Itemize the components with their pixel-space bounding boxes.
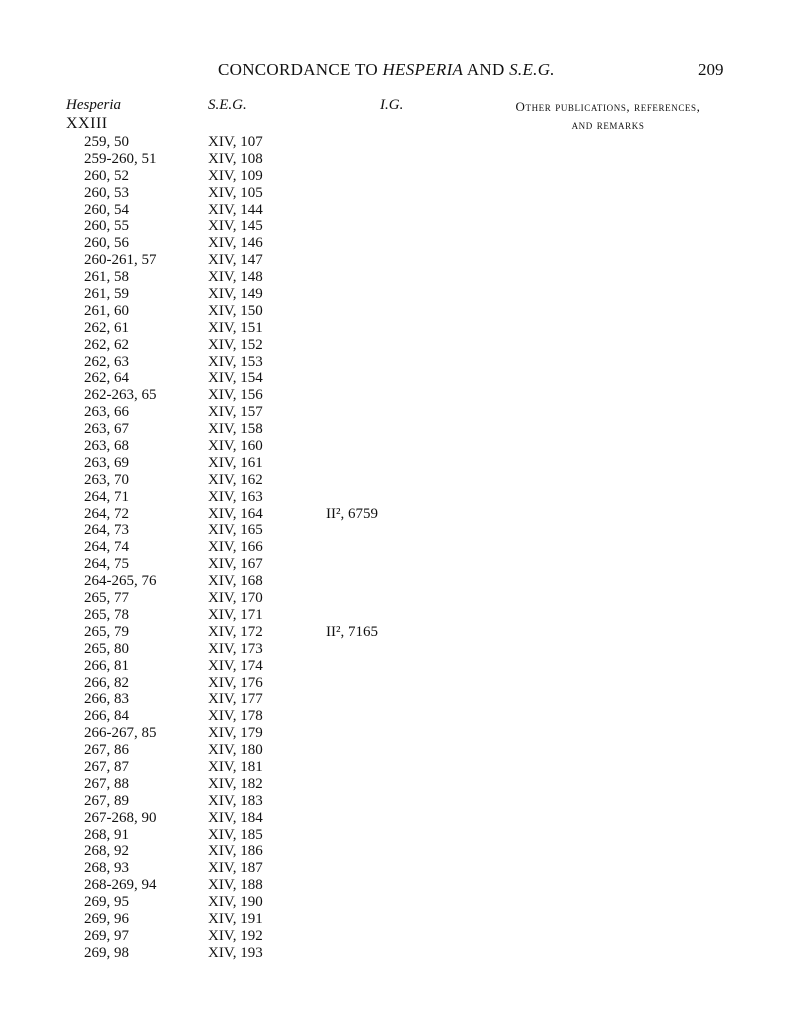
seg-reference: XIV, 170: [208, 590, 263, 607]
hesperia-reference: 263, 66: [84, 404, 129, 421]
seg-reference: XIV, 150: [208, 302, 263, 319]
hesperia-reference: 264, 75: [84, 556, 129, 573]
table-row: [0, 708, 790, 725]
seg-reference: XIV, 160: [208, 438, 263, 455]
table-row: [0, 776, 790, 793]
hesperia-reference: 266-267, 85: [84, 725, 157, 742]
hesperia-reference: 264, 73: [84, 522, 129, 539]
seg-reference: XIV, 177: [208, 691, 263, 708]
hesperia-reference: 269, 95: [84, 894, 129, 911]
column-headers: [0, 97, 790, 137]
hesperia-reference: 264-265, 76: [84, 573, 157, 590]
hesperia-reference: 267, 87: [84, 758, 129, 775]
hesperia-reference: 266, 81: [84, 657, 129, 674]
table-row: [0, 911, 790, 928]
table-row: [0, 827, 790, 844]
table-row: [0, 354, 790, 371]
seg-reference: XIV, 192: [208, 927, 263, 944]
table-row: [0, 641, 790, 658]
hesperia-reference: 263, 70: [84, 471, 129, 488]
table-row: [0, 759, 790, 776]
seg-reference: XIV, 154: [208, 370, 263, 387]
table-row: [0, 522, 790, 539]
hesperia-reference: 269, 98: [84, 944, 129, 961]
hesperia-reference: 260, 55: [84, 218, 129, 235]
hesperia-reference: 262, 64: [84, 370, 129, 387]
table-row: [0, 472, 790, 489]
table-row: [0, 691, 790, 708]
table-row: [0, 404, 790, 421]
seg-reference: XIV, 186: [208, 843, 263, 860]
seg-reference: XIV, 162: [208, 471, 263, 488]
table-row: [0, 539, 790, 556]
seg-reference: XIV, 187: [208, 860, 263, 877]
hesperia-reference: 263, 68: [84, 438, 129, 455]
seg-reference: XIV, 173: [208, 640, 263, 657]
seg-reference: XIV, 174: [208, 657, 263, 674]
table-row: [0, 793, 790, 810]
table-row: [0, 421, 790, 438]
seg-reference: XIV, 147: [208, 252, 263, 269]
hesperia-reference: 269, 96: [84, 910, 129, 927]
table-row: [0, 455, 790, 472]
hesperia-reference: 267, 86: [84, 742, 129, 759]
seg-reference: XIV, 184: [208, 809, 263, 826]
seg-reference: XIV, 157: [208, 404, 263, 421]
seg-reference: XIV, 193: [208, 944, 263, 961]
hesperia-reference: 266, 84: [84, 708, 129, 725]
hesperia-reference: 261, 60: [84, 302, 129, 319]
seg-reference: XIV, 172: [208, 623, 263, 640]
hesperia-reference: 262, 62: [84, 336, 129, 353]
seg-reference: XIV, 190: [208, 894, 263, 911]
table-row: [0, 675, 790, 692]
seg-reference: XIV, 153: [208, 353, 263, 370]
hesperia-reference: 260, 56: [84, 235, 129, 252]
hesperia-reference: 266, 83: [84, 691, 129, 708]
seg-reference: XIV, 156: [208, 387, 263, 404]
table-row: [0, 843, 790, 860]
hesperia-reference: 263, 67: [84, 421, 129, 438]
title-text-2: AND: [463, 60, 510, 79]
seg-reference: XIV, 151: [208, 319, 263, 336]
table-row: [0, 387, 790, 404]
hesperia-reference: 264, 71: [84, 488, 129, 505]
column-header-ig: I.G.: [380, 97, 404, 113]
table-row: [0, 506, 790, 523]
column-header-seg: S.E.G.: [208, 97, 247, 113]
column-header-hesperia: Hesperia: [66, 97, 121, 113]
column-header-other-line2: and remarks: [571, 117, 645, 132]
table-row: [0, 235, 790, 252]
seg-reference: XIV, 148: [208, 269, 263, 286]
hesperia-reference: 264, 74: [84, 539, 129, 556]
concordance-table: [0, 134, 790, 962]
running-head: [0, 60, 790, 84]
table-row: [0, 573, 790, 590]
table-row: [0, 810, 790, 827]
hesperia-reference: 263, 69: [84, 454, 129, 471]
hesperia-reference: 260-261, 57: [84, 252, 157, 269]
hesperia-reference: 268, 93: [84, 860, 129, 877]
seg-reference: XIV, 171: [208, 606, 263, 623]
table-row: [0, 590, 790, 607]
seg-reference: XIV, 168: [208, 573, 263, 590]
ig-reference: II², 7165: [326, 623, 378, 640]
table-row: [0, 151, 790, 168]
hesperia-reference: 262, 61: [84, 319, 129, 336]
seg-reference: XIV, 108: [208, 150, 263, 167]
seg-reference: XIV, 144: [208, 201, 263, 218]
table-row: [0, 725, 790, 742]
table-row: [0, 607, 790, 624]
hesperia-reference: 267-268, 90: [84, 809, 157, 826]
hesperia-reference: 268, 92: [84, 843, 129, 860]
hesperia-reference: 262-263, 65: [84, 387, 157, 404]
seg-reference: XIV, 188: [208, 877, 263, 894]
hesperia-reference: 261, 59: [84, 286, 129, 303]
hesperia-reference: 264, 72: [84, 505, 129, 522]
seg-reference: XIV, 109: [208, 167, 263, 184]
seg-reference: XIV, 166: [208, 539, 263, 556]
hesperia-reference: 269, 97: [84, 927, 129, 944]
seg-reference: XIV, 180: [208, 742, 263, 759]
hesperia-reference: 262, 63: [84, 353, 129, 370]
table-row: [0, 134, 790, 151]
seg-reference: XIV, 163: [208, 488, 263, 505]
hesperia-reference: 260, 54: [84, 201, 129, 218]
column-header-other-publications: [488, 98, 728, 134]
column-header-other-line1: Other publications, references,: [515, 99, 701, 114]
table-row: [0, 489, 790, 506]
hesperia-reference: 267, 88: [84, 775, 129, 792]
table-row: [0, 320, 790, 337]
seg-reference: XIV, 191: [208, 910, 263, 927]
seg-reference: XIV, 161: [208, 454, 263, 471]
table-row: [0, 202, 790, 219]
table-row: [0, 624, 790, 641]
seg-reference: XIV, 178: [208, 708, 263, 725]
seg-reference: XIV, 107: [208, 134, 263, 150]
seg-reference: XIV, 167: [208, 556, 263, 573]
hesperia-reference: 259-260, 51: [84, 150, 157, 167]
table-row: [0, 370, 790, 387]
hesperia-reference: 267, 89: [84, 792, 129, 809]
table-row: [0, 860, 790, 877]
table-row: [0, 945, 790, 962]
hesperia-reference: 266, 82: [84, 674, 129, 691]
seg-reference: XIV, 176: [208, 674, 263, 691]
seg-reference: XIV, 183: [208, 792, 263, 809]
page-title: [218, 60, 555, 80]
seg-reference: XIV, 181: [208, 758, 263, 775]
hesperia-reference: 260, 53: [84, 184, 129, 201]
table-row: [0, 877, 790, 894]
table-row: [0, 269, 790, 286]
seg-reference: XIV, 164: [208, 505, 263, 522]
seg-reference: XIV, 158: [208, 421, 263, 438]
table-row: [0, 658, 790, 675]
hesperia-reference: 265, 79: [84, 623, 129, 640]
table-row: [0, 286, 790, 303]
ig-reference: II², 6759: [326, 505, 378, 522]
hesperia-reference: 265, 77: [84, 590, 129, 607]
hesperia-reference: 268, 91: [84, 826, 129, 843]
seg-reference: XIV, 179: [208, 725, 263, 742]
seg-reference: XIV, 105: [208, 184, 263, 201]
table-row: [0, 337, 790, 354]
title-text-1: CONCORDANCE TO: [218, 60, 383, 79]
table-row: [0, 928, 790, 945]
hesperia-reference: 268-269, 94: [84, 877, 157, 894]
seg-reference: XIV, 149: [208, 286, 263, 303]
title-italic-seg: S.E.G.: [509, 60, 555, 79]
hesperia-reference: 260, 52: [84, 167, 129, 184]
seg-reference: XIV, 146: [208, 235, 263, 252]
hesperia-reference: 259, 50: [84, 134, 129, 150]
title-italic-hesperia: HESPERIA: [382, 60, 464, 79]
hesperia-reference: 265, 78: [84, 606, 129, 623]
table-row: [0, 742, 790, 759]
seg-reference: XIV, 185: [208, 826, 263, 843]
table-row: [0, 556, 790, 573]
table-row: [0, 303, 790, 320]
hesperia-reference: 265, 80: [84, 640, 129, 657]
table-row: [0, 894, 790, 911]
seg-reference: XIV, 182: [208, 775, 263, 792]
table-row: [0, 218, 790, 235]
volume-label: XXIII: [66, 115, 108, 132]
seg-reference: XIV, 145: [208, 218, 263, 235]
table-row: [0, 252, 790, 269]
page-number: 209: [698, 60, 724, 79]
hesperia-reference: 261, 58: [84, 269, 129, 286]
table-row: [0, 168, 790, 185]
table-row: [0, 438, 790, 455]
seg-reference: XIV, 152: [208, 336, 263, 353]
seg-reference: XIV, 165: [208, 522, 263, 539]
table-row: [0, 185, 790, 202]
